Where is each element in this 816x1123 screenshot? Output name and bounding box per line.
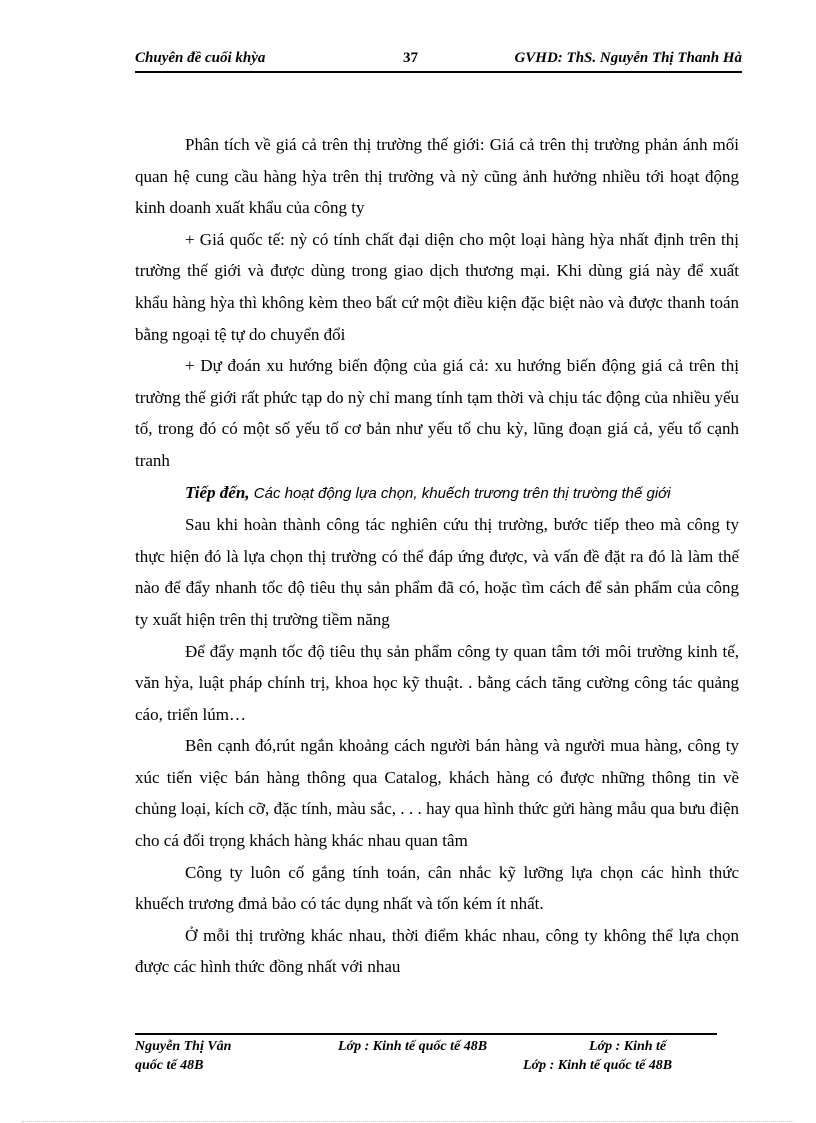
footer-class-3: Lớp : Kinh tế quốc tế 48B [523, 1058, 673, 1073]
paragraph: Bên cạnh đó,rút ngắn khoảng cách người bán hàng và người mua hàng, công ty xúc tiến việc bán hàng thông qua Catalog, khách hàng có được những thông tin về chủng loại, kích cỡ, đặc tính, màu sắc, . . . hay qua hình thức gửi hàng mẫu qua bưu điện cho cá đối trọng khách hàng khác nhau quan tâm [135, 736, 739, 851]
paragraph: Ở mỗi thị trường khác nhau, thời điểm khác nhau, công ty không thể lựa chọn được các hình thức đồng nhất với nhau [135, 925, 739, 977]
paragraph: Sau khi hoàn thành công tác nghiên cứu thị trường, bước tiếp theo mà công ty thực hiện đó là lựa chọn thị trường có thể đáp ứng được, và vấn đề đặt ra đó là làm thế nào để đẩy nhanh tốc độ tiêu thụ sản phẩm đã có, hoặc tìm cách để sản phẩm của công ty xuất hiện trên thị trường tiềm năng [135, 515, 739, 629]
footer-class-1: Lớp : Kinh tế quốc tế 48B [338, 1039, 488, 1054]
subheading [135, 477, 739, 510]
footer-divider [135, 1033, 717, 1035]
paragraph: + Giá quốc tế: nỳ có tính chất đại diện cho một loại hàng hỳa nhất định trên thị trường thế giới và được dùng trong giao dịch thương mại. Khi dùng giá này để xuất khẩu hàng hỳa thì không kèm theo bất cứ một điều kiện đặc biệt nào và được thanh toán bằng ngoại tệ tự do chuyển đổi [135, 229, 739, 344]
footer-class-2: Lớp : Kinh tế [589, 1039, 667, 1054]
footer-author-line1: Nguyễn Thị Vân [135, 1039, 232, 1054]
page-header [135, 48, 742, 70]
header-divider [135, 71, 742, 73]
page-number: 37 [403, 50, 418, 66]
paragraph: Công ty luôn cố gắng tính toán, cân nhắc kỹ lưỡng lựa chọn các hình thức khuếch trương đmả bảo có tác dụng nhất và tốn kém ít nhất. [135, 862, 739, 914]
paragraph: Để đẩy mạnh tốc độ tiêu thụ sản phẩm công ty quan tâm tới môi trường kinh tế, văn hỳa, luật pháp chính trị, khoa học kỹ thuật. . bằng cách tăng cường công tác quảng cáo, triển lúm… [135, 641, 739, 724]
footer-author-line2: quốc tế 48B [135, 1058, 204, 1073]
paragraph: Phân tích về giá cả trên thị trường thế giới: Giá cả trên thị trường phản ánh mối quan hệ cung cầu hàng hỳa trên thị trường và nỳ cũng ảnh hưởng nhiều tới hoạt động kinh doanh xuất khẩu của công ty [135, 135, 739, 218]
header-supervisor: GVHD: ThS. Nguyễn Thị Thanh Hà [514, 50, 742, 66]
subheading-bold: Tiếp đến, [185, 482, 250, 502]
subheading-text: Các hoạt động lựa chọn, khuếch trương trên thị trường thế giới [253, 484, 671, 502]
document-body [135, 129, 739, 983]
page-footer [135, 1039, 735, 1079]
header-course-title: Chuyên đề cuối khỳa [135, 50, 266, 66]
page-bottom-edge [22, 1121, 794, 1122]
paragraph: + Dự đoán xu hướng biến động của giá cả: xu hướng biến động giá cả trên thị trường thế giới rất phức tạp do nỳ chỉ mang tính tạm thời và chịu tác động của nhiều yếu tố, trong đó có một số yếu tố cơ bản như yếu tố chu kỳ, lũng đoạn giá cả, yếu tố cạnh tranh [135, 356, 739, 470]
